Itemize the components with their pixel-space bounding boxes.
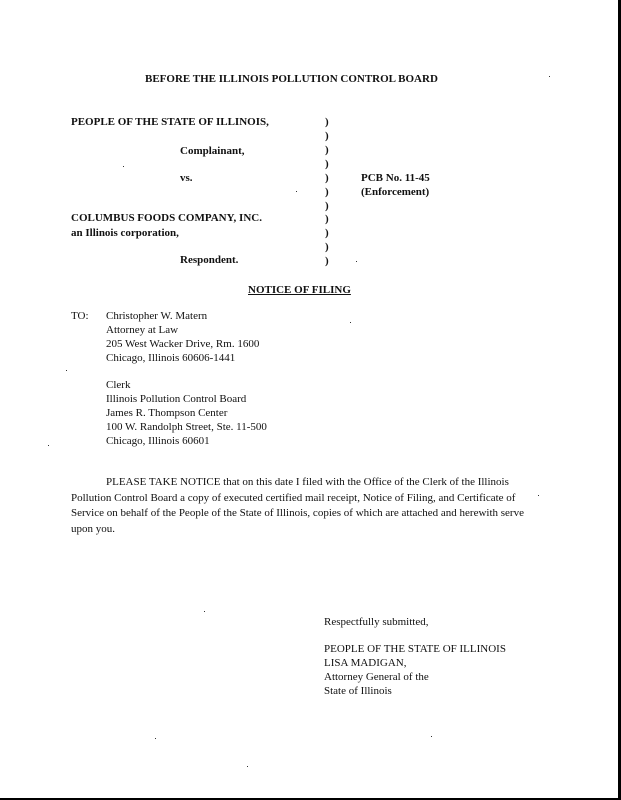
scan-speck <box>247 766 248 767</box>
defendant-role: Respondent. <box>180 254 239 266</box>
signature-line-1: PEOPLE OF THE STATE OF ILLINOIS <box>324 643 506 655</box>
recipient-2-org: Illinois Pollution Control Board <box>106 393 247 405</box>
recipient-1-street: 205 West Wacker Drive, Rm. 1600 <box>106 338 260 350</box>
board-title: BEFORE THE ILLINOIS POLLUTION CONTROL BOARD <box>145 73 438 85</box>
recipient-2-name: Clerk <box>106 379 131 391</box>
scan-speck <box>155 738 156 739</box>
caption-paren: ) <box>325 116 329 128</box>
caption-paren: ) <box>325 213 329 225</box>
notice-title: NOTICE OF FILING <box>248 284 351 296</box>
versus-label: vs. <box>180 172 193 184</box>
signature-line-2: LISA MADIGAN, <box>324 657 407 669</box>
signature-line-3: Attorney General of the <box>324 671 429 683</box>
scan-speck <box>123 166 124 167</box>
caption-paren: ) <box>325 200 329 212</box>
scan-speck <box>431 736 432 737</box>
recipient-2-street: 100 W. Randolph Street, Ste. 11-500 <box>106 421 267 433</box>
recipient-2-city: Chicago, Illinois 60601 <box>106 435 210 447</box>
caption-paren: ) <box>325 130 329 142</box>
recipient-1-title: Attorney at Law <box>106 324 179 336</box>
to-label: TO: <box>71 310 89 322</box>
caption-paren: ) <box>325 241 329 253</box>
scan-speck <box>296 191 297 192</box>
recipient-1-name: Christopher W. Matern <box>106 310 208 322</box>
caption-paren: ) <box>325 144 329 156</box>
signature-closing: Respectfully submitted, <box>324 616 429 628</box>
scan-speck <box>549 76 550 77</box>
scan-speck <box>350 322 351 323</box>
scan-speck <box>204 611 205 612</box>
scan-speck <box>48 445 49 446</box>
caption-paren: ) <box>325 158 329 170</box>
caption-paren: ) <box>325 172 329 184</box>
recipient-2-building: James R. Thompson Center <box>106 407 228 419</box>
recipient-1-city: Chicago, Illinois 60606-1441 <box>106 352 236 364</box>
defendant-description: an Illinois corporation, <box>71 227 179 239</box>
signature-line-4: State of Illinois <box>324 685 392 697</box>
scan-speck <box>538 495 539 496</box>
case-type: (Enforcement) <box>361 186 430 198</box>
notice-body-paragraph: PLEASE TAKE NOTICE that on this date I filed with the Office of the Clerk of the Illinois Pollution Control Board a copy of executed certified mail receipt, Notice of Filing, and Certificate of Service on behalf of the People of the State of Illinois, copies of which are attached and herewith serve upon you. <box>71 476 524 536</box>
scan-speck <box>356 261 357 262</box>
caption-paren: ) <box>325 186 329 198</box>
caption-paren: ) <box>325 255 329 267</box>
defendant-name: COLUMBUS FOODS COMPANY, INC. <box>71 212 262 224</box>
plaintiff-role: Complainant, <box>180 145 245 157</box>
caption-paren: ) <box>325 227 329 239</box>
scan-speck <box>66 370 67 371</box>
plaintiff-name: PEOPLE OF THE STATE OF ILLINOIS, <box>71 116 269 128</box>
case-number: PCB No. 11-45 <box>361 172 430 184</box>
